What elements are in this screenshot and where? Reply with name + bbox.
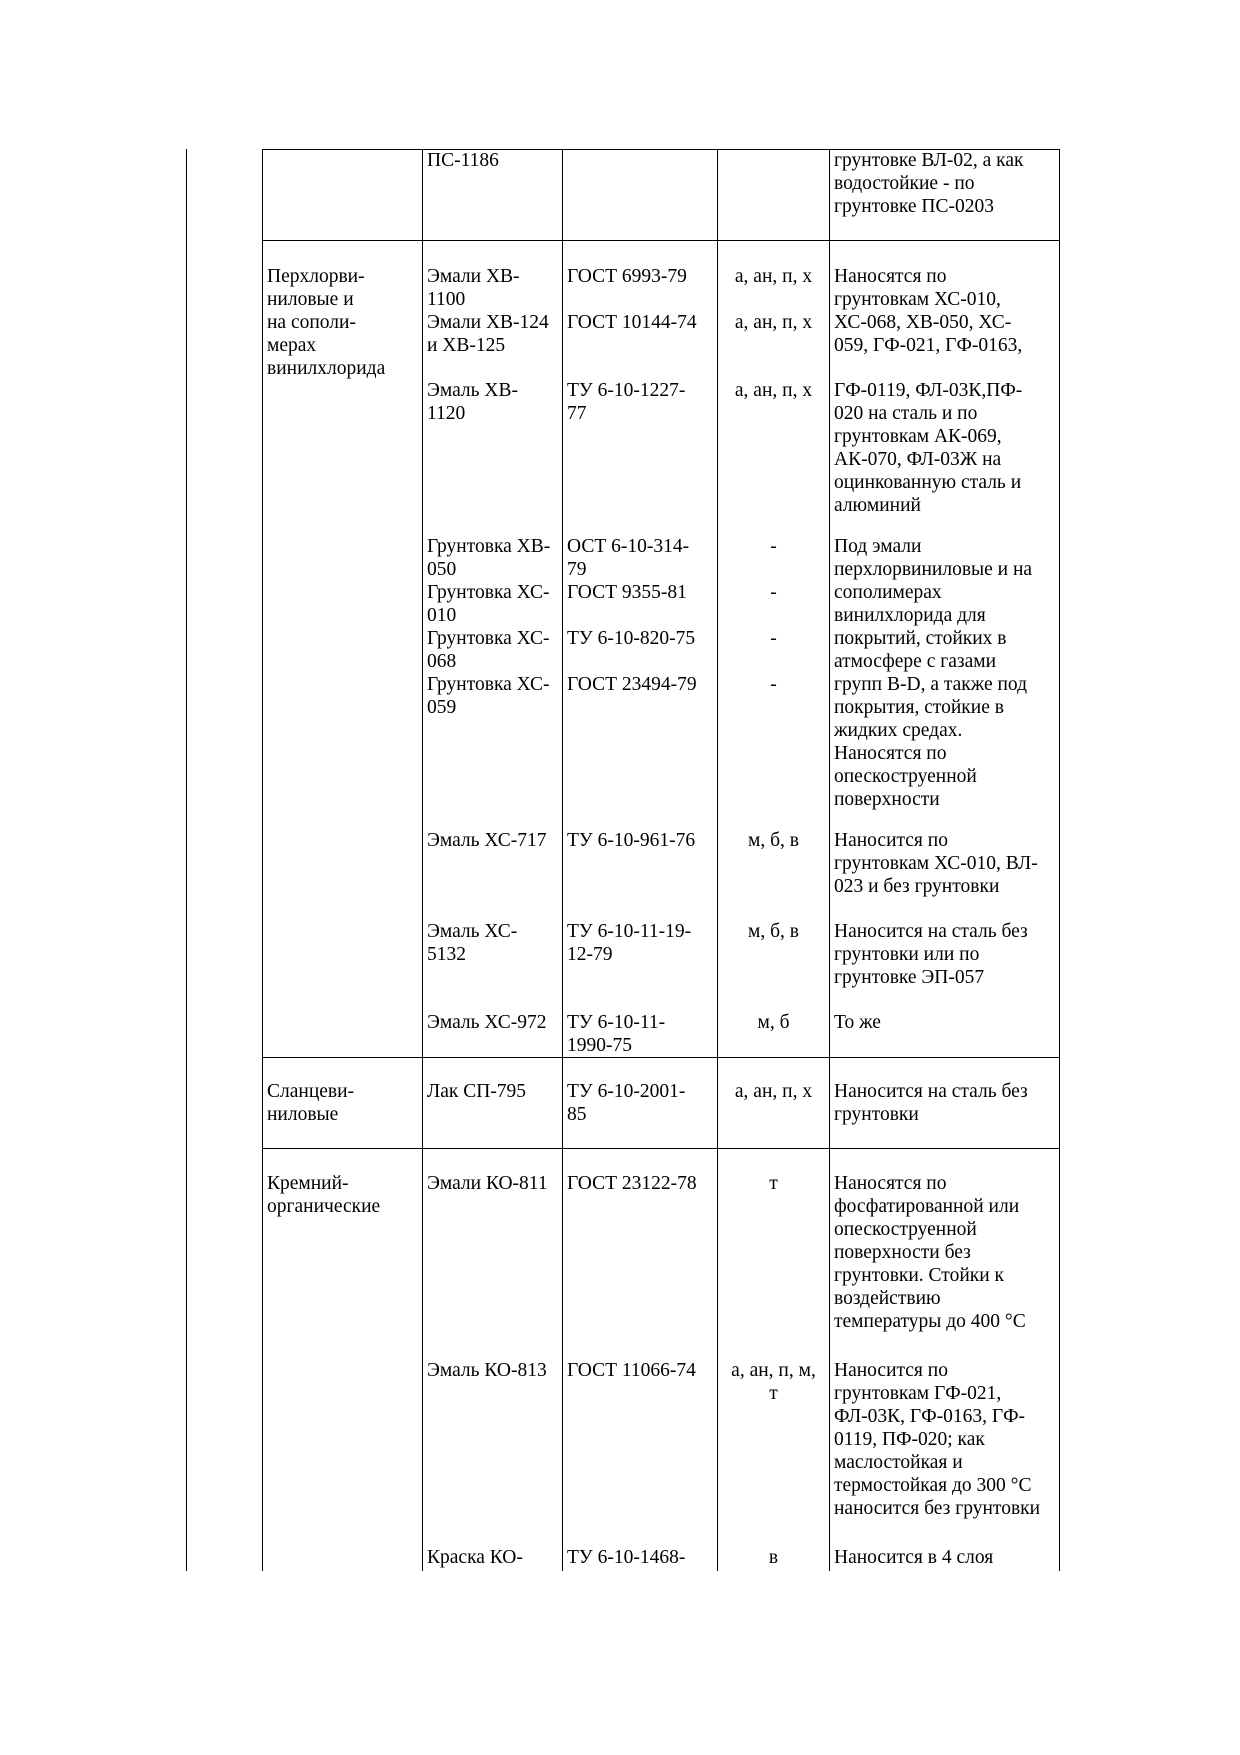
grade-cell: Эмали ХВ- 1100 xyxy=(427,266,520,310)
doc-cell: ТУ 6-10-11- 1990-75 xyxy=(567,1012,666,1056)
grade-cell: Краска КО- xyxy=(427,1547,523,1568)
group-name-cell: Сланцеви- ниловые xyxy=(267,1081,355,1125)
conditions-cell: а, ан, п, х xyxy=(734,312,813,333)
column-divider xyxy=(829,149,830,1571)
group-name-cell: Перхлорви- ниловые и на сополи- мерах винилхлорида xyxy=(267,266,386,379)
doc-cell: ГОСТ 11066-74 xyxy=(567,1360,696,1381)
grade-cell: Грунтовка ХС- 010 xyxy=(427,582,550,626)
note-cell: Наносится по грунтовкам ГФ-021, ФЛ-03К, ГФ-0163, ГФ- 0119, ПФ-020; как маслостойкая и термостойкая до 300 °С наносится без грунтовки xyxy=(834,1360,1041,1519)
grade-cell: Эмаль ХС-717 xyxy=(427,830,547,851)
row-divider xyxy=(262,1057,1060,1058)
conditions-cell: а, ан, п, х xyxy=(734,266,813,287)
conditions-cell: - xyxy=(770,628,777,649)
conditions-cell: - xyxy=(770,674,777,695)
column-divider xyxy=(562,149,563,1571)
doc-cell: ГОСТ 23122-78 xyxy=(567,1173,697,1194)
table-border-left xyxy=(262,149,263,1571)
conditions-cell: а, ан, п, м, т xyxy=(731,1360,816,1404)
note-cell: Наносятся по грунтовкам ХС-010, ХС-068, ХВ-050, ХС- 059, ГФ-021, ГФ-0163, xyxy=(834,266,1023,356)
note-cell: Наносится на сталь без грунтовки или по грунтовке ЭП-057 xyxy=(834,921,1028,988)
column-divider xyxy=(422,149,423,1571)
doc-cell: ТУ 6-10-961-76 xyxy=(567,830,696,851)
doc-cell: ТУ 6-10-11-19- 12-79 xyxy=(567,921,692,965)
grade-cell: ПС-1186 xyxy=(427,150,499,171)
grade-cell: Лак СП-795 xyxy=(427,1081,527,1102)
conditions-cell: м, б, в xyxy=(748,830,799,851)
doc-cell: ГОСТ 10144-74 xyxy=(567,312,697,333)
doc-cell: ГОСТ 23494-79 xyxy=(567,674,697,695)
doc-cell: ТУ 6-10-820-75 xyxy=(567,628,696,649)
doc-cell: ТУ 6-10-2001- 85 xyxy=(567,1081,686,1125)
doc-cell: ТУ 6-10-1468- xyxy=(567,1547,686,1568)
doc-cell: ТУ 6-10-1227- 77 xyxy=(567,380,686,424)
doc-cell: ГОСТ 6993-79 xyxy=(567,266,687,287)
grade-cell: Эмаль ХВ- 1120 xyxy=(427,380,518,424)
note-cell: грунтовке ВЛ-02, а как водостойкие - по грунтовке ПС-0203 xyxy=(834,150,1024,217)
conditions-cell: в xyxy=(768,1547,779,1568)
conditions-cell: - xyxy=(770,582,777,603)
grade-cell: Эмаль ХС- 5132 xyxy=(427,921,518,965)
coatings-table xyxy=(262,149,1060,1571)
group-name-cell: Кремний- органические xyxy=(267,1173,381,1217)
grade-cell: Эмали КО-811 xyxy=(427,1173,548,1194)
conditions-cell: - xyxy=(770,536,777,557)
note-cell: Наносятся по фосфатированной или опескоструенной поверхности без грунтовки. Стойки к воздействию температуры до 400 °С xyxy=(834,1173,1026,1332)
conditions-cell: м, б xyxy=(757,1012,790,1033)
grade-cell: Грунтовка ХС- 068 xyxy=(427,628,550,672)
column-divider xyxy=(717,149,718,1571)
grade-cell: Эмаль КО-813 xyxy=(427,1360,547,1381)
conditions-cell: а, ан, п, х xyxy=(734,1081,813,1102)
conditions-cell: м, б, в xyxy=(748,921,799,942)
conditions-cell: т xyxy=(769,1173,778,1194)
row-divider xyxy=(262,1148,1060,1149)
grade-cell: Эмаль ХС-972 xyxy=(427,1012,547,1033)
conditions-cell: а, ан, п, х xyxy=(734,380,813,401)
note-cell: Наносится на сталь без грунтовки xyxy=(834,1081,1028,1125)
grade-cell: Грунтовка ХВ- 050 xyxy=(427,536,551,580)
note-cell: ГФ-0119, ФЛ-03К,ПФ- 020 на сталь и по грунтовкам АК-069, АК-070, ФЛ-03Ж на оцинкованную сталь и алюминий xyxy=(834,380,1023,516)
row-divider xyxy=(262,240,1060,241)
doc-cell: ГОСТ 9355-81 xyxy=(567,582,687,603)
note-cell: То же xyxy=(834,1012,881,1033)
grade-cell: Эмали ХВ-124 и ХВ-125 xyxy=(427,312,549,356)
grade-cell: Грунтовка ХС- 059 xyxy=(427,674,550,718)
note-cell: Под эмали перхлорвиниловые и на сополимерах винилхлорида для покрытий, стойких в атмосфере с газами групп B-D, а также под покрытия, стойкие в жидких средах. Наносятся по опескоструенной поверхности xyxy=(834,536,1033,810)
doc-cell: ОСТ 6-10-314- 79 xyxy=(567,536,690,580)
table-border-right xyxy=(1059,149,1060,1571)
note-cell: Наносится по грунтовкам ХС-010, ВЛ- 023 и без грунтовки xyxy=(834,830,1038,897)
left-margin-rule xyxy=(186,149,187,1571)
note-cell: Наносится в 4 слоя xyxy=(834,1547,994,1568)
